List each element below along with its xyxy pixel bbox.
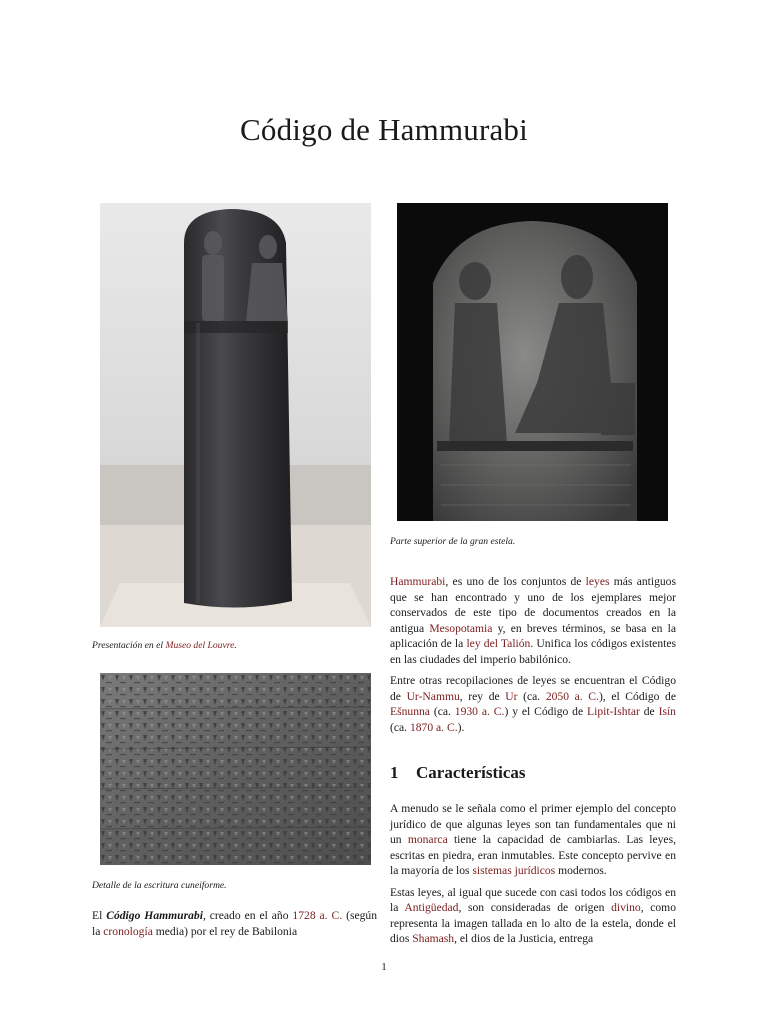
left-paragraph: El Código Hammurabi, creado en el año 1728 a. C. (según la cronología media) por el rey de Babilonia [92, 909, 377, 938]
cuneiform-caption: Detalle de la escritura cuneiforme. [92, 880, 227, 891]
link-ur-nammu[interactable]: Ur-Nammu [406, 689, 460, 703]
link-1870[interactable]: 1870 a. C. [409, 720, 458, 734]
section-paragraph-2: Estas leyes, al igual que sucede con casi todos los códigos en la Antigüedad, son consideradas de origen divino, como representa la imagen tallada en lo alto de la estela, donde el dios Shamash, el dios de la Justicia, entrega [390, 885, 676, 945]
link-cronologia[interactable]: cronología [103, 924, 153, 938]
link-hammurabi[interactable]: Hammurabi [390, 575, 446, 588]
intro-paragraph-2: Entre otras recopilaciones de leyes se encuentran el Código de Ur-Nammu, rey de Ur (ca. 2050 a. C.), el Código de Ešnunna (ca. 1930 a. C.) y el Código de Lipit-Ishtar de Isín (ca. 1870 a. C.). [390, 674, 677, 734]
link-1728[interactable]: 1728 a. C. [292, 909, 343, 922]
section-body [390, 801, 676, 953]
link-divino[interactable]: divino [611, 901, 641, 914]
link-isin[interactable]: Isín [658, 705, 676, 718]
link-1930[interactable]: 1930 a. C. [454, 705, 505, 718]
stele-caption: Presentación en el Museo del Louvre. [92, 640, 237, 651]
stele-top-caption: Parte superior de la gran estela. [390, 536, 516, 547]
link-museo-del-louvre[interactable]: Museo del Louvre [165, 640, 235, 651]
link-ley-del-talion[interactable]: ley del Talión [466, 637, 531, 650]
section-heading: 1 Características [390, 763, 526, 782]
stele-top-photo [397, 203, 668, 521]
link-shamash[interactable]: Shamash [412, 932, 455, 945]
link-lipit-ishtar[interactable]: Lipit-Ishtar [587, 705, 640, 718]
link-leyes[interactable]: leyes [585, 575, 610, 588]
page-title: Código de Hammurabi [240, 112, 528, 147]
link-esnunna[interactable]: Ešnunna [390, 705, 430, 718]
cuneiform-detail-photo [100, 673, 371, 865]
page-number: 1 [381, 961, 387, 973]
intro-paragraph-1: Hammurabi, es uno de los conjuntos de leyes más antiguos que se han encontrado y uno de los ejemplares mejor conservados de este tipo de documentos creados en la antigua Mesopotamia y, en breves términos, se basa en la aplicación de la ley del Talión. Unifica los códigos existentes en las ciudades del imperio babilónico. [390, 575, 676, 666]
link-monarca[interactable]: monarca [407, 833, 448, 846]
stele-photo [100, 203, 371, 627]
link-antiguedad[interactable]: Antigüedad [404, 901, 459, 914]
link-2050[interactable]: 2050 a. C. [545, 689, 599, 703]
link-mesopotamia[interactable]: Mesopotamia [429, 621, 493, 635]
link-ur[interactable]: Ur [505, 689, 518, 703]
bold-code-name: Código Hammurabi [106, 909, 203, 922]
section-paragraph-1: A menudo se le señala como el primer ejemplo del concepto jurídico de que algunas leyes son tan fundamentales que ni un monarca tiene la capacidad de cambiarlas. Las leyes, escritas en piedra, eran inmutables. Este concepto pervive en la mayoría de los sistemas jurídicos modernos. [390, 802, 676, 877]
link-sistemas-juridicos[interactable]: sistemas jurídicos [472, 864, 556, 877]
right-column [390, 574, 676, 741]
